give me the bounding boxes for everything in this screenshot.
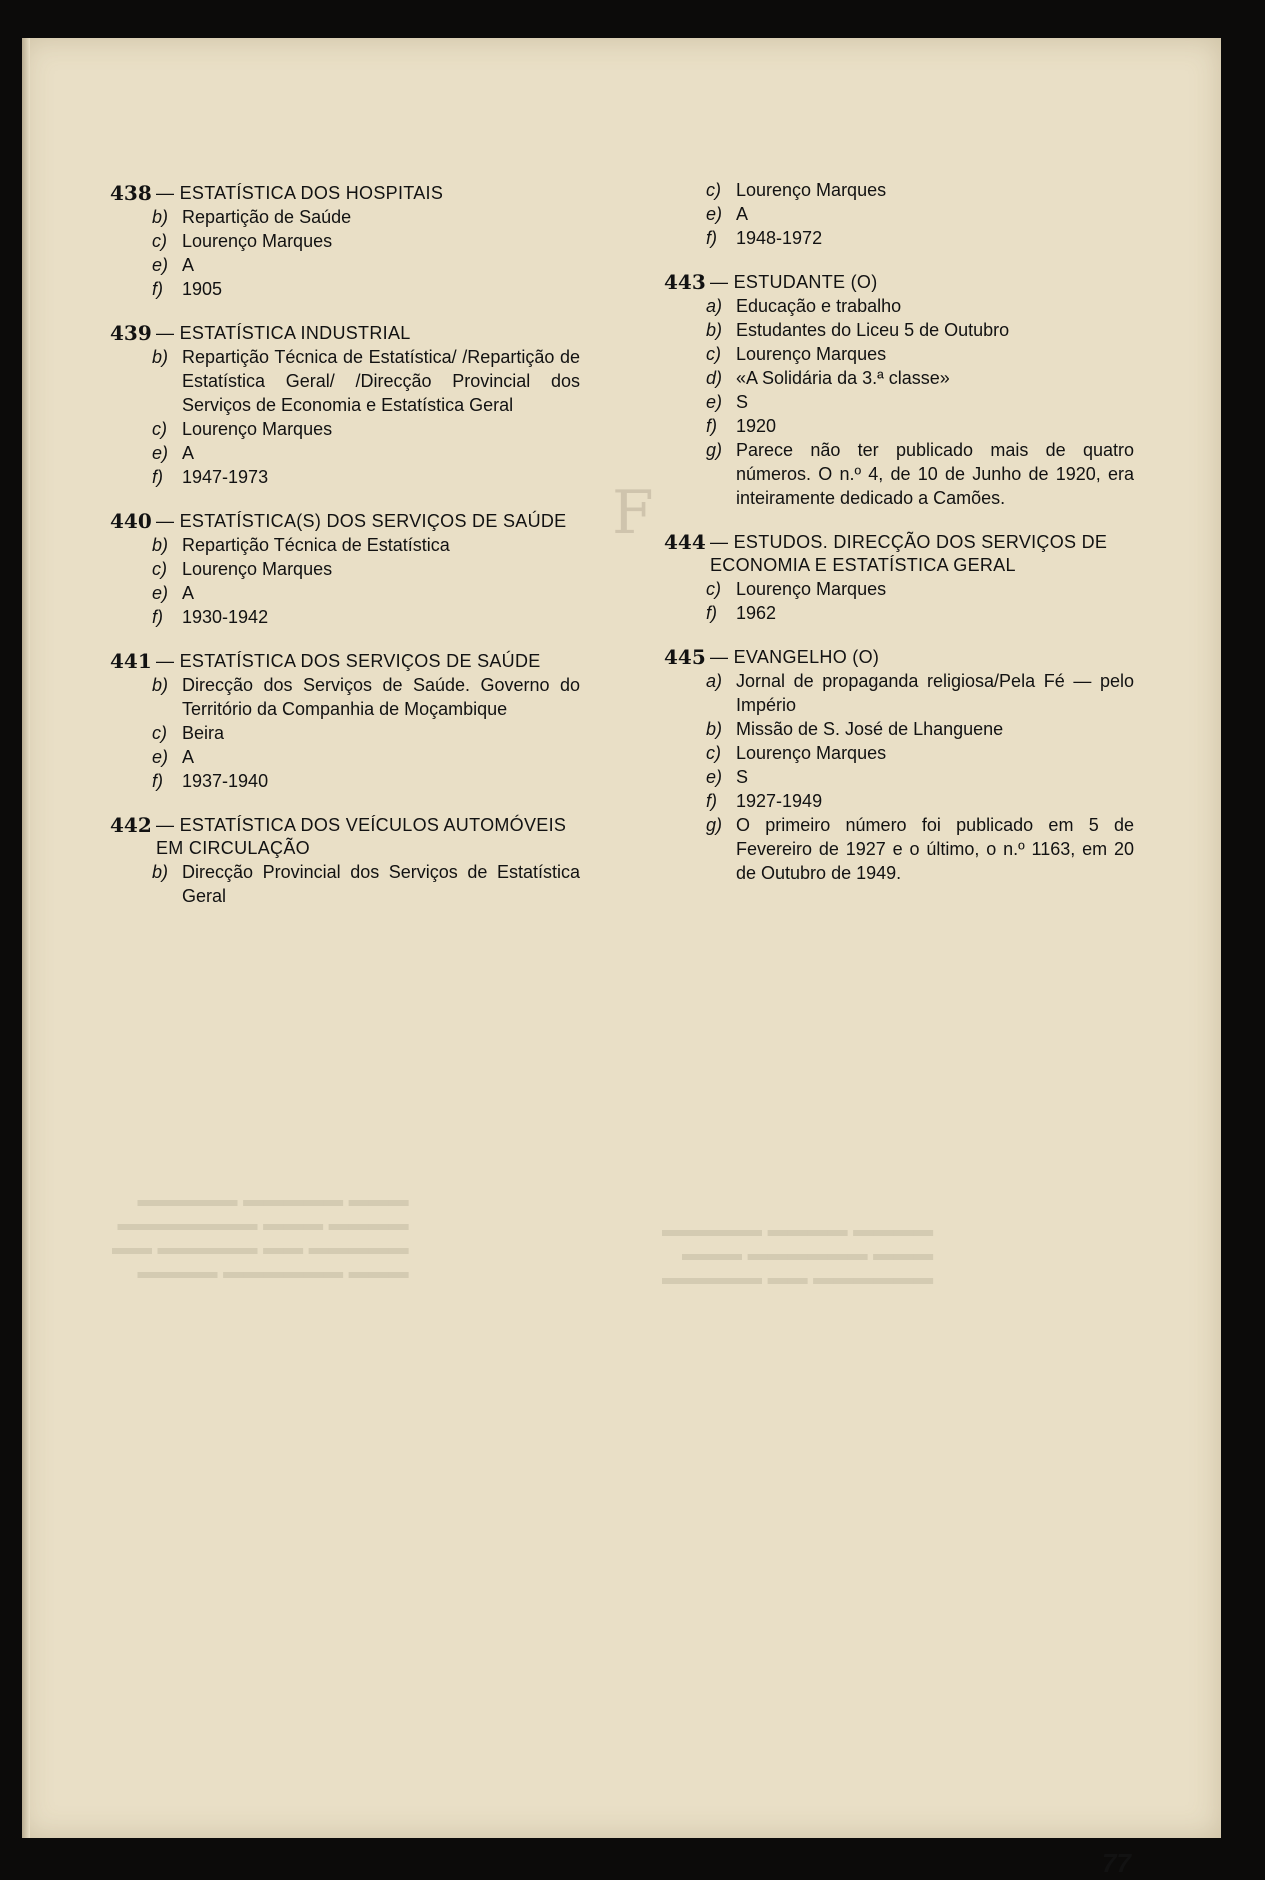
entry-field: [706, 390, 1134, 414]
entry-field: [706, 438, 1134, 510]
field-key: c): [706, 180, 721, 200]
entry-field: [152, 441, 580, 465]
show-through-texture: ▬▬▬ ▬▬▬▬▬ ▬▬▬▬▬ ▬▬▬▬ ▬▬▬ ▬▬▬▬▬▬▬ ▬▬▬▬▬ ▬▬ ▬▬▬▬▬ ▬▬ ▬▬▬ ▬▬▬▬▬▬ ▬▬▬▬: [112, 1189, 409, 1283]
field-key: a): [706, 296, 723, 316]
field-value: Repartição Técnica de Estatística: [182, 535, 450, 555]
catalog-entry: [110, 814, 580, 908]
field-key: f): [706, 603, 717, 623]
field-key: b): [706, 320, 723, 340]
entry-title: — ESTATÍSTICA DOS HOSPITAIS: [156, 183, 444, 203]
field-value: Lourenço Marques: [182, 559, 333, 579]
entry-field: [152, 417, 580, 441]
page-number: 77: [1102, 1848, 1131, 1878]
field-value: 1947-1973: [182, 467, 269, 487]
entry-field: [706, 342, 1134, 366]
entry-title: — EVANGELHO (O): [710, 647, 880, 667]
catalog-entry: [110, 182, 580, 301]
field-value: A: [182, 255, 195, 275]
field-key: f): [706, 416, 717, 436]
field-value: S: [736, 767, 749, 787]
entry-field: [706, 765, 1134, 789]
entry-heading: [110, 814, 580, 860]
entry-field: [152, 465, 580, 489]
field-value: A: [736, 204, 749, 224]
entry-heading: [110, 510, 580, 533]
catalog-entry: [110, 650, 580, 793]
entry-field: [152, 533, 580, 557]
field-value: 1905: [182, 279, 223, 299]
field-key: c): [152, 231, 167, 251]
field-value: Educação e trabalho: [736, 296, 902, 316]
catalog-entry: [110, 322, 580, 489]
entry-heading: [664, 646, 1134, 669]
catalog-entry: [664, 646, 1134, 885]
field-key: f): [706, 791, 717, 811]
field-key: g): [706, 440, 723, 460]
entry-field: [152, 605, 580, 629]
entry-title: — ESTATÍSTICA DOS SERVIÇOS DE SAÚDE: [156, 651, 541, 671]
entry-field: [152, 581, 580, 605]
entry-field: [706, 601, 1134, 625]
field-key: b): [152, 535, 169, 555]
field-key: b): [152, 862, 169, 882]
field-value: 1930-1942: [182, 607, 269, 627]
entry-field: [706, 741, 1134, 765]
entry-field: [152, 229, 580, 253]
field-key: e): [706, 767, 723, 787]
field-key: b): [152, 207, 169, 227]
entry-field: [152, 860, 580, 908]
field-value: Lourenço Marques: [736, 344, 887, 364]
entry-heading: [664, 271, 1134, 294]
entry-number: 442: [110, 813, 152, 837]
entry-field: [152, 277, 580, 301]
field-value: A: [182, 443, 195, 463]
entry-field: [706, 577, 1134, 601]
field-value: Jornal de propaganda religiosa/Pela Fé — pelo Império: [736, 671, 1134, 715]
field-value: «A Solidária da 3.ª classe»: [736, 368, 950, 388]
entry-heading: [110, 322, 580, 345]
field-value: Direcção Provincial dos Serviços de Estatística Geral: [182, 862, 580, 906]
entry-number: 445: [664, 645, 706, 669]
field-key: f): [152, 279, 163, 299]
entry-number: 444: [664, 530, 706, 554]
entry-title: — ESTATÍSTICA(S) DOS SERVIÇOS DE SAÚDE: [156, 511, 567, 531]
field-key: c): [706, 344, 721, 364]
show-through-texture: ▬▬▬▬ ▬▬▬▬ ▬▬▬▬▬ ▬▬▬ ▬▬▬▬▬▬ ▬▬▬ ▬▬▬▬▬▬ ▬▬ ▬▬▬▬▬: [662, 1219, 934, 1289]
entry-field: [706, 813, 1134, 885]
entry-field: [152, 769, 580, 793]
watermark-letter: F: [612, 478, 654, 548]
entry-field: [706, 414, 1134, 438]
page-binding-shadow: [22, 38, 30, 1838]
entry-field: [152, 253, 580, 277]
field-value: Estudantes do Liceu 5 de Outubro: [736, 320, 1010, 340]
right-column: [664, 178, 1134, 906]
field-key: f): [152, 771, 163, 791]
field-key: e): [706, 204, 723, 224]
entry-field: [706, 789, 1134, 813]
field-key: g): [706, 815, 723, 835]
book-page: [22, 38, 1221, 1878]
field-value: Lourenço Marques: [182, 231, 333, 251]
catalog-entry: [664, 178, 1134, 250]
entry-title: — ESTATÍSTICA INDUSTRIAL: [156, 323, 411, 343]
field-key: a): [706, 671, 723, 691]
field-value: Missão de S. José de Lhanguene: [736, 719, 1004, 739]
entry-field: [706, 366, 1134, 390]
field-value: Repartição Técnica de Estatística/ /Repartição de Estatística Geral/ /Direcção Provincial dos Serviços de Economia e Estatística Geral: [182, 347, 580, 415]
field-value: Parece não ter publicado mais de quatro números. O n.º 4, de 10 de Junho de 1920, era inteiramente dedicado a Camões.: [736, 440, 1134, 508]
field-value: Lourenço Marques: [182, 419, 333, 439]
entry-field: [706, 226, 1134, 250]
entry-field: [706, 318, 1134, 342]
field-key: e): [152, 747, 169, 767]
field-value: Lourenço Marques: [736, 180, 887, 200]
entry-field: [706, 669, 1134, 717]
field-value: Beira: [182, 723, 225, 743]
field-key: d): [706, 368, 723, 388]
field-key: f): [706, 228, 717, 248]
entry-number: 440: [110, 509, 152, 533]
entry-title: — ESTUDOS. DIRECÇÃO DOS SERVIÇOS DE ECONOMIA E ESTATÍSTICA GERAL: [710, 532, 1108, 575]
field-value: S: [736, 392, 749, 412]
entry-heading: [664, 531, 1134, 577]
entry-heading: [110, 650, 580, 673]
field-key: b): [152, 675, 169, 695]
entry-number: 438: [110, 181, 152, 205]
field-key: f): [152, 467, 163, 487]
field-value: Direcção dos Serviços de Saúde. Governo do Território da Companhia de Moçambique: [182, 675, 580, 719]
catalog-entry: [664, 271, 1134, 510]
field-value: Repartição de Saúde: [182, 207, 352, 227]
catalog-entry: [664, 531, 1134, 625]
field-key: c): [152, 723, 167, 743]
field-key: e): [152, 255, 169, 275]
field-value: 1927-1949: [736, 791, 823, 811]
entry-field: [152, 673, 580, 721]
field-key: c): [152, 559, 167, 579]
field-value: 1962: [736, 603, 777, 623]
field-value: 1920: [736, 416, 777, 436]
field-value: A: [182, 747, 195, 767]
entry-field: [152, 205, 580, 229]
entry-title: — ESTATÍSTICA DOS VEÍCULOS AUTOMÓVEIS EM CIRCULAÇÃO: [156, 815, 567, 858]
catalog-entry: [110, 510, 580, 629]
entry-field: [706, 202, 1134, 226]
field-key: c): [706, 579, 721, 599]
field-key: e): [152, 443, 169, 463]
field-key: f): [152, 607, 163, 627]
field-value: 1948-1972: [736, 228, 823, 248]
field-value: O primeiro número foi publicado em 5 de Fevereiro de 1927 e o último, o n.º 1163, em 20 de Outubro de 1949.: [736, 815, 1134, 883]
entry-field: [152, 745, 580, 769]
field-key: e): [706, 392, 723, 412]
field-value: A: [182, 583, 195, 603]
field-value: Lourenço Marques: [736, 743, 887, 763]
entry-number: 443: [664, 270, 706, 294]
field-key: c): [152, 419, 167, 439]
entry-heading: [110, 182, 580, 205]
field-key: b): [706, 719, 723, 739]
entry-field: [706, 294, 1134, 318]
field-value: Lourenço Marques: [736, 579, 887, 599]
entry-number: 441: [110, 649, 152, 673]
entry-field: [152, 345, 580, 417]
field-key: b): [152, 347, 169, 367]
field-key: c): [706, 743, 721, 763]
entry-field: [706, 178, 1134, 202]
entry-field: [152, 557, 580, 581]
entry-field: [706, 717, 1134, 741]
field-value: 1937-1940: [182, 771, 269, 791]
entry-number: 439: [110, 321, 152, 345]
entry-field: [152, 721, 580, 745]
left-column: [110, 182, 580, 929]
field-key: e): [152, 583, 169, 603]
entry-title: — ESTUDANTE (O): [710, 272, 878, 292]
